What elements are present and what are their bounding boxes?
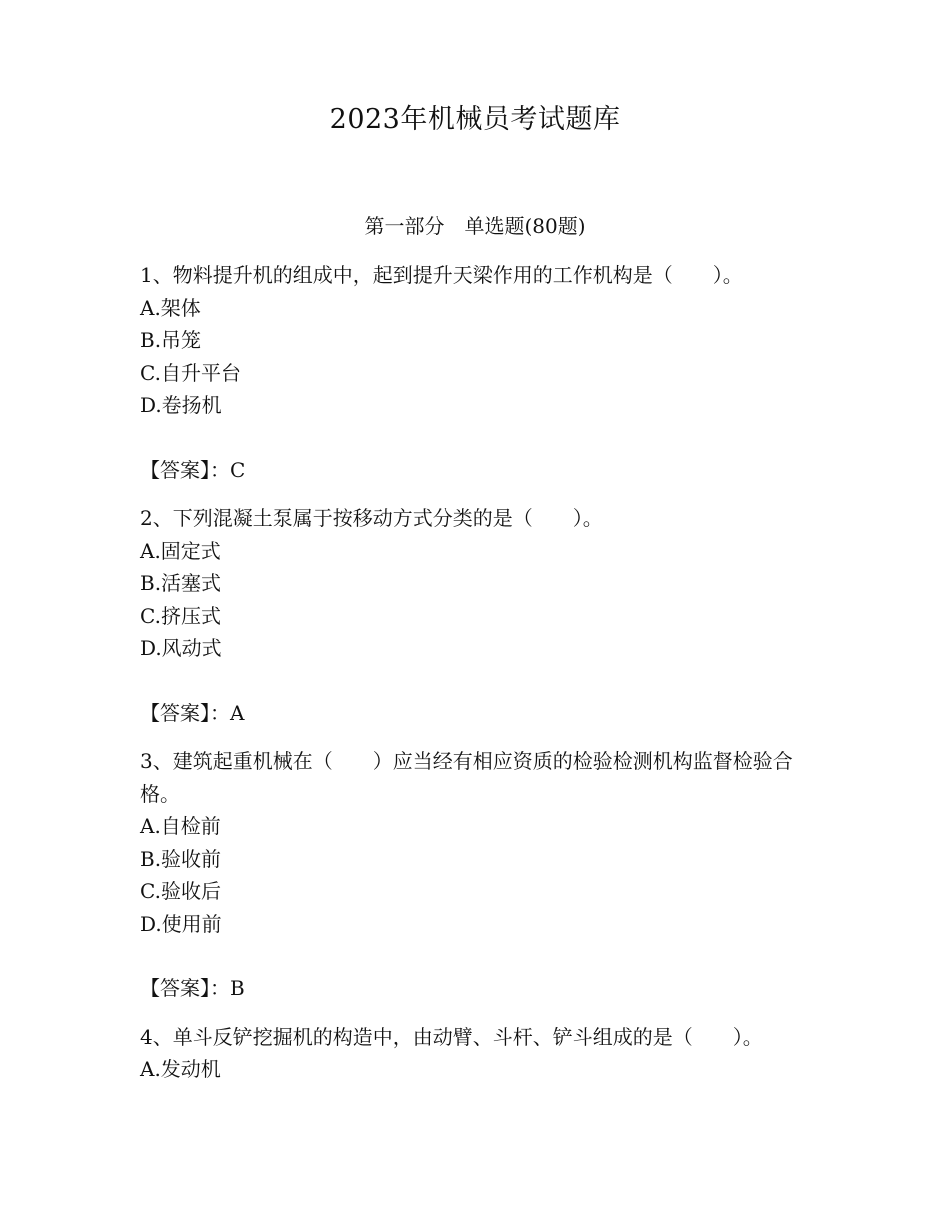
option-b: B.活塞式	[140, 571, 222, 595]
section-title: 第一部分 单选题(80题)	[364, 214, 586, 238]
option-d: D.使用前	[140, 911, 222, 936]
question-stem: 2、下列混凝土泵属于按移动方式分类的是（ ）。	[140, 506, 603, 530]
question-4	[140, 1021, 820, 1086]
answer-line: 【答案】：C	[140, 457, 246, 482]
question-3	[140, 745, 820, 1005]
document-title: 2023年机械员考试题库	[329, 104, 621, 135]
answer-line: 【答案】：A	[140, 700, 245, 725]
question-list	[140, 259, 820, 1086]
option-d: D.卷扬机	[140, 393, 222, 417]
option-c: C.自升平台	[140, 360, 241, 385]
option-a: A.架体	[140, 295, 201, 320]
answer-line: 【答案】：B	[140, 976, 245, 1000]
question-stem: 1、物料提升机的组成中，起到提升天梁作用的工作机构是（ ）。	[140, 263, 743, 287]
question-stem: 3、建筑起重机械在（ ）应当经有相应资质的检验检测机构监督检验合格。	[140, 749, 793, 806]
option-b: B.验收前	[140, 846, 222, 871]
option-a: A.固定式	[140, 538, 221, 563]
option-c: C.挤压式	[140, 603, 221, 628]
option-a: A.发动机	[140, 1057, 221, 1081]
option-a: A.自检前	[140, 814, 221, 838]
question-stem: 4、单斗反铲挖掘机的构造中，由动臂、斗杆、铲斗组成的是（ ）。	[140, 1024, 763, 1049]
option-c: C.验收后	[140, 879, 221, 903]
question-2	[140, 502, 820, 729]
option-b: B.吊笼	[140, 328, 202, 352]
option-d: D.风动式	[140, 636, 222, 660]
question-1	[140, 259, 820, 486]
